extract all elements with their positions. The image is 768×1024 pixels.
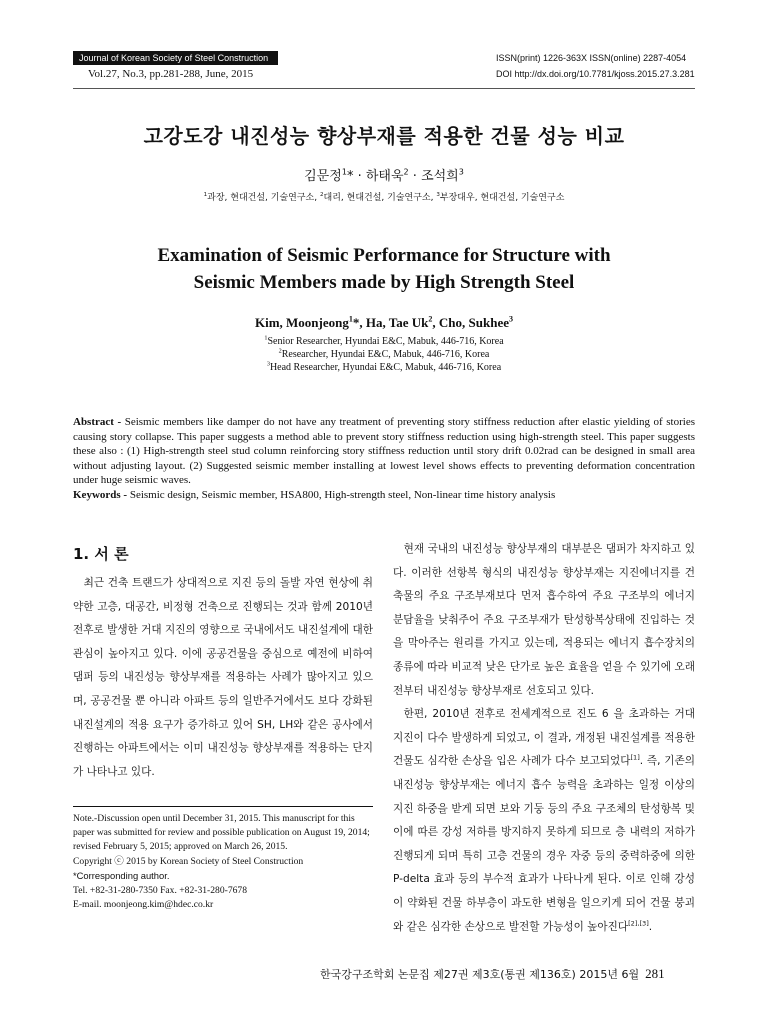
author-affiliation-mark: 2 — [403, 167, 409, 177]
author-name: 조석희 — [421, 169, 459, 184]
affiliation-mark: 1 — [203, 192, 208, 198]
affiliation-mark: 3 — [436, 192, 440, 198]
affiliation-line — [0, 348, 768, 361]
corresponding-mark: * — [73, 869, 77, 881]
author-separator: · — [353, 169, 366, 184]
body-right-column — [393, 538, 695, 939]
affiliation-text: 부장대우, 현대건설, 기술연구소 — [439, 193, 565, 203]
title-english-line: Seismic Members made by High Strength Steel — [193, 272, 575, 293]
author-separator: · — [408, 169, 422, 184]
citation-ref[interactable]: [2],[3] — [628, 918, 649, 927]
body-paragraph: 현재 국내의 내진성능 향상부재의 대부분은 댐퍼가 차지하고 있다. 이러한 선항복 형식의 내진성능 향상부재는 지진에너지를 건축물의 주요 구조부재보다 먼저 흡수하여 주요 구조부의 에너지 분담율을 낮춰주어 주요 구조부재가 탄성항복상태에 진입하는 것을 막아주는 원리를 가지고 있는데, 적용되는 에너지 흡수장치의 종류에 따라 비교적 낮은 단가로 높은 효율을 얻을 수 있기에 오래전부터 내진성능 향상부재로 선호되고 있다. — [393, 543, 695, 697]
author-name: 하태욱 — [365, 169, 404, 184]
author-affiliation-mark: 3 — [509, 314, 514, 324]
authors-korean — [0, 165, 768, 184]
volume-info: Vol.27, No.3, pp.281-288, June, 2015 — [88, 68, 254, 80]
author-affiliation-mark: 1 — [341, 167, 347, 177]
affiliation-text: 과장, 현대건설, 기술연구소, — [207, 193, 320, 203]
affiliation-mark: 2 — [278, 347, 282, 355]
author-affiliation-mark: 3 — [458, 167, 464, 177]
paragraph-text: . 즉, 기존의 내진성능 향상부재는 에너지 흡수 능력을 초과하는 일정 이상의 지진 하중을 받게 되면 보와 기둥 등의 주요 구조체의 탄성항복 및 이에 따른 강성 저하를 방지하지 못하게 되므로 층 내력의 저하가 진행되게 되며 특히 고층 건물의 경우 자중 등의 중력하중에 의한 P-delta 효과 등의 부수적 효과가 나타나게 된다. 이로 인해 강성이 약화된 건물 하부층이 과도한 변형을 일으키게 되어 건물 붕괴와 같은 심각한 손상으로 발전할 가능성이 높아진다 — [393, 755, 695, 933]
header-divider — [73, 88, 695, 89]
author-name: Kim, Moonjeong — [254, 315, 349, 330]
affiliation-mark: 2 — [319, 192, 324, 198]
corresponding-mark: * — [346, 169, 354, 184]
affiliation-text: Senior Researcher, Hyundai E&C, Mabuk, 446-716, Korea — [267, 336, 504, 347]
abstract-label: Abstract - — [73, 416, 125, 428]
affiliation-line — [0, 335, 768, 348]
affiliation-text: Head Researcher, Hyundai E&C, Mabuk, 446-716, Korea — [269, 362, 502, 373]
keywords-text: Seismic design, Seismic member, HSA800, High-strength steel, Non-linear time history analysis — [129, 488, 556, 501]
section-heading: 1. 서 론 — [73, 545, 129, 563]
body-paragraph — [393, 703, 695, 939]
footnote-block — [73, 812, 373, 912]
keywords-label: Keywords - — [73, 488, 130, 501]
affiliations-korean — [0, 190, 768, 203]
issn-info: ISSN(print) 1226-363X ISSN(online) 2287-4054 — [496, 53, 687, 63]
abstract-text: Seismic members like damper do not have any treatment of preventing story stiffness reduction after elastic yielding of stories causing story collapse. This paper suggests a method able to prevent story stiffness reduction using high-strength steel. This paper suggests these also : (1) High-strength steel stud column reinforcing story stiffness reduction until story drift 0.02rad can be designed in small area without adjusting layout. (2) Suggested seismic member installing at lowest level shows effects to preventing deformation concentration under huge seismic waves. — [73, 416, 695, 486]
body-left-column — [73, 572, 373, 784]
paragraph-text: 한편, 2010년 전후로 전세계적으로 진도 6 을 초과하는 거대 지진이 다수 발생하게 되었고, 이 결과, 개정된 내진설계를 적용한 건물도 심각한 손상을 입은 사례가 다수 보고되었다 — [393, 708, 695, 768]
abstract-block — [73, 415, 695, 502]
affiliation-mark: 1 — [264, 334, 268, 342]
body-paragraph: 최근 건축 트랜드가 상대적으로 지진 등의 돌발 자연 현상에 취약한 고층, 대공간, 비정형 건축으로 진행되는 것과 함께 2010년 전후로 발생한 거대 지진의 영향으로 국내에서도 내진설계에 대한 관심이 높아지고 있다. 이에 공공건물을 중심으로 예전에 비하여 댐퍼 등의 내진성능 향상부재를 적용하는 사례가 많아지고 있으며, 공공건물 뿐 아니라 아파트 등의 일반주거에서도 보다 강화된 내진설계의 적용 요구가 증가하고 있어 SH, LH와 같은 공사에서 진행하는 아파트에서는 이미 내진성능 향상부재를 적용하는 단지가 나타나고 있다. — [73, 577, 373, 778]
author-affiliation-mark: 1 — [348, 314, 353, 324]
author-name: , Cho, Sukhee — [432, 315, 509, 330]
paragraph-text: . — [648, 920, 653, 933]
author-affiliation-mark: 2 — [428, 314, 433, 324]
title-korean: 고강도강 내진성능 향상부재를 적용한 건물 성능 비교 — [143, 124, 625, 148]
contact-email[interactable]: E-mail. moonjeong.kim@hdec.co.kr — [73, 899, 214, 911]
affiliations-english — [0, 335, 768, 374]
affiliation-line — [0, 361, 768, 374]
corresponding-author-line — [73, 869, 373, 884]
doi-link[interactable]: DOI http://dx.doi.org/10.7781/kjoss.2015.27.3.281 — [496, 69, 695, 79]
title-english — [0, 242, 768, 296]
corresponding-label: Corresponding author. — [76, 869, 170, 881]
authors-english — [0, 315, 768, 331]
contact-phone: Tel. +82-31-280-7350 Fax. +82-31-280-7678 — [73, 885, 248, 897]
author-name: , Ha, Tae Uk — [359, 315, 429, 330]
title-english-line: Examination of Seismic Performance for Structure with — [157, 245, 611, 266]
abstract — [73, 415, 695, 488]
footnote-divider — [73, 806, 373, 807]
keywords — [73, 488, 695, 503]
journal-name-badge: Journal of Korean Society of Steel Construction — [73, 51, 278, 65]
affiliation-mark: 3 — [266, 360, 270, 368]
citation-ref[interactable]: [1] — [630, 753, 640, 762]
corresponding-mark: * — [352, 315, 360, 330]
copyright-line: Copyright ⓒ 2015 by Korean Society of Steel Construction — [73, 855, 304, 867]
page-number: 281 — [645, 966, 665, 981]
discussion-note: Note.-Discussion open until December 31, 2015. This manuscript for this paper was submitted for review and possible publication on August 19, 2014; revised February 5, 2015; approved on March 26, 2015. — [73, 813, 370, 853]
affiliation-text: Researcher, Hyundai E&C, Mabuk, 446-716, Korea — [281, 349, 490, 360]
page-footer — [320, 966, 665, 982]
affiliation-text: 대리, 현대건설, 기술연구소, — [323, 193, 437, 203]
footer-journal-info: 한국강구조학회 논문집 제27권 제3호(통권 제136호) 2015년 6월 — [320, 968, 640, 981]
author-name: 김문정 — [304, 169, 342, 184]
